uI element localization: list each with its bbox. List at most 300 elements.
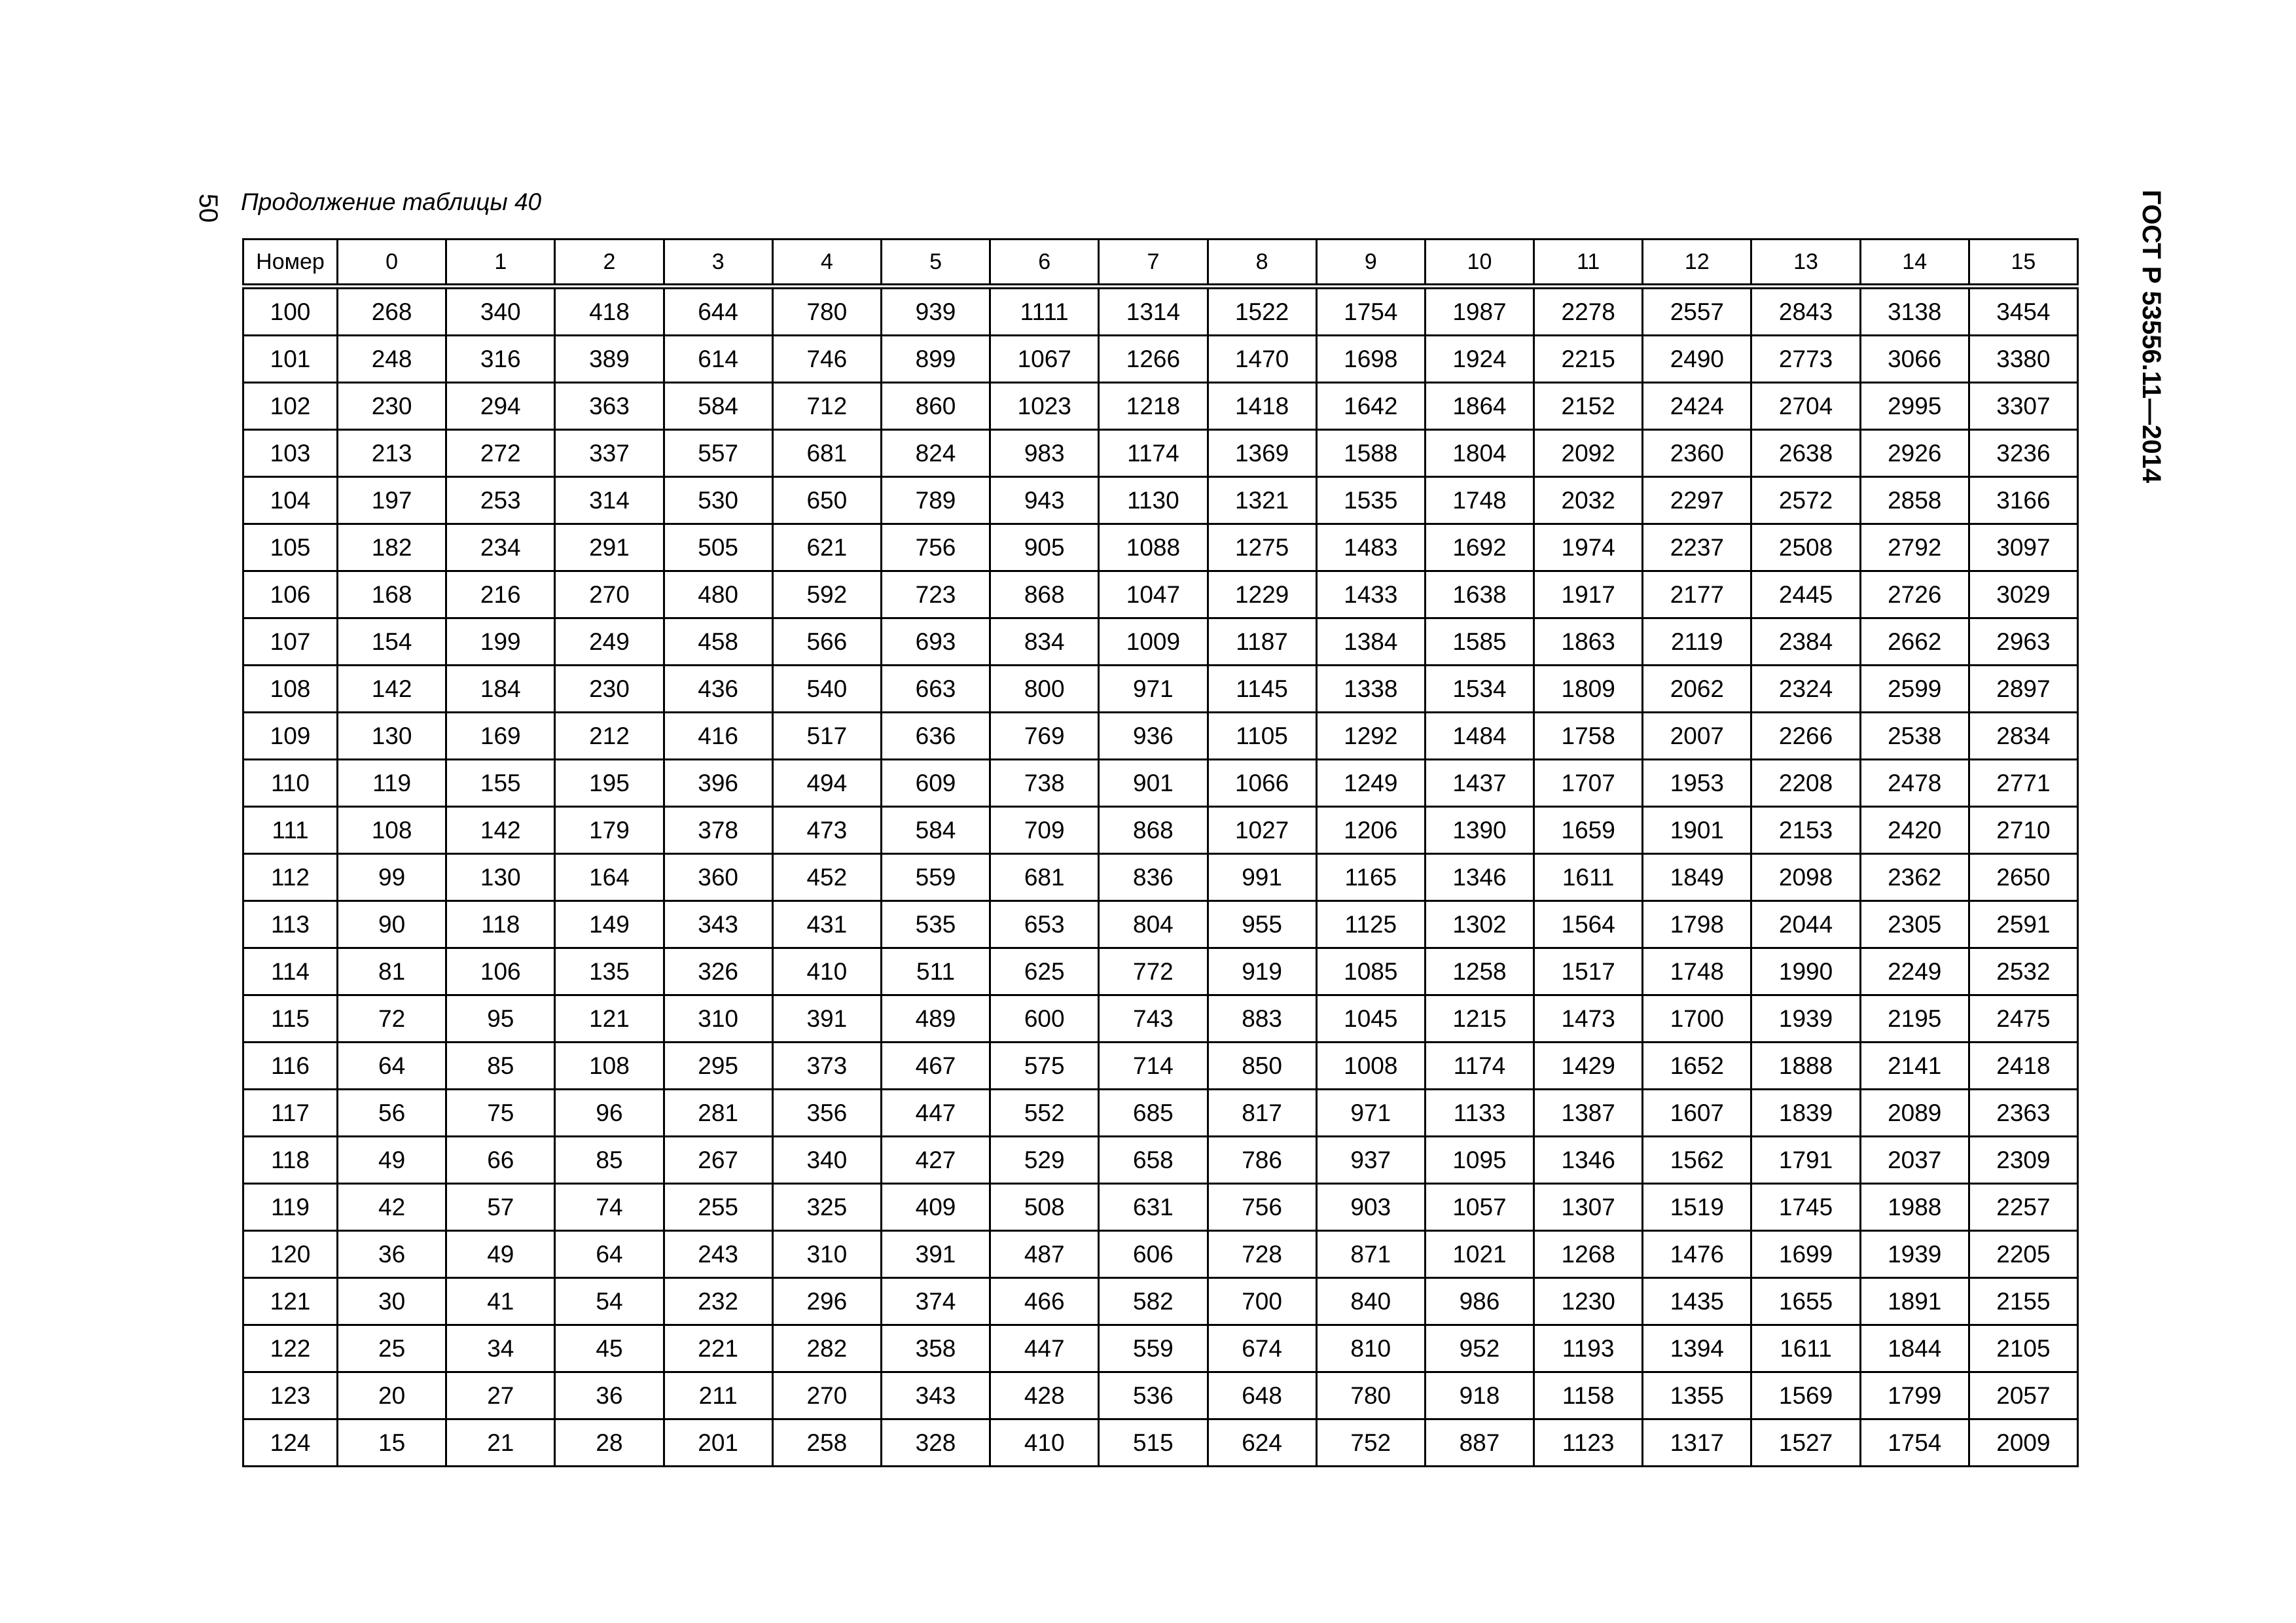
table-cell: 2309: [1969, 1137, 2077, 1184]
table-cell: 1611: [1751, 1325, 1860, 1372]
row-number-cell: 117: [243, 1090, 338, 1137]
table-cell: 557: [664, 430, 772, 477]
table-row: [243, 477, 2078, 524]
table-cell: 1433: [1316, 571, 1425, 618]
table-cell: 21: [446, 1419, 555, 1467]
table-cell: 142: [446, 807, 555, 854]
table-cell: 1754: [1860, 1419, 1969, 1467]
table-cell: 1095: [1425, 1137, 1534, 1184]
table-cell: 1798: [1643, 901, 1751, 948]
table-cell: 983: [990, 430, 1099, 477]
table-cell: 685: [1099, 1090, 1208, 1137]
table-cell: 95: [446, 995, 555, 1043]
table-cell: 99: [338, 854, 446, 901]
table-cell: 1990: [1751, 948, 1860, 995]
table-cell: 1394: [1643, 1325, 1751, 1372]
table-cell: 2362: [1860, 854, 1969, 901]
table-cell: 199: [446, 618, 555, 666]
row-number-cell: 124: [243, 1419, 338, 1467]
table-cell: 1652: [1643, 1043, 1751, 1090]
table-cell: 1105: [1208, 713, 1316, 760]
header-column: 9: [1316, 240, 1425, 287]
table-cell: 30: [338, 1278, 446, 1325]
table-cell: 212: [555, 713, 664, 760]
table-cell: 1302: [1425, 901, 1534, 948]
table-cell: 221: [664, 1325, 772, 1372]
table-cell: 489: [881, 995, 990, 1043]
table-cell: 74: [555, 1184, 664, 1231]
table-cell: 64: [338, 1043, 446, 1090]
table-cell: 1023: [990, 383, 1099, 430]
table-cell: 1745: [1751, 1184, 1860, 1231]
table-cell: 584: [664, 383, 772, 430]
table-cell: 1187: [1208, 618, 1316, 666]
header-column: 4: [772, 240, 881, 287]
row-number-cell: 121: [243, 1278, 338, 1325]
table-cell: 712: [772, 383, 881, 430]
table-cell: 3097: [1969, 524, 2077, 571]
table-cell: 952: [1425, 1325, 1534, 1372]
row-number-cell: 114: [243, 948, 338, 995]
table-cell: 295: [664, 1043, 772, 1090]
table-cell: 919: [1208, 948, 1316, 995]
table-cell: 1519: [1643, 1184, 1751, 1231]
table-cell: 883: [1208, 995, 1316, 1043]
table-cell: 119: [338, 760, 446, 807]
table-cell: 1174: [1425, 1043, 1534, 1090]
table-cell: 436: [664, 666, 772, 713]
table-cell: 467: [881, 1043, 990, 1090]
row-number-cell: 109: [243, 713, 338, 760]
table-cell: 466: [990, 1278, 1099, 1325]
table-cell: 600: [990, 995, 1099, 1043]
table-cell: 340: [446, 287, 555, 336]
table-cell: 363: [555, 383, 664, 430]
header-column: 8: [1208, 240, 1316, 287]
table-cell: 56: [338, 1090, 446, 1137]
table-cell: 90: [338, 901, 446, 948]
table-cell: 1346: [1425, 854, 1534, 901]
table-cell: 1437: [1425, 760, 1534, 807]
table-cell: 517: [772, 713, 881, 760]
table-cell: 42: [338, 1184, 446, 1231]
table-cell: 1125: [1316, 901, 1425, 948]
table-cell: 648: [1208, 1372, 1316, 1419]
table-cell: 1891: [1860, 1278, 1969, 1325]
table-cell: 1266: [1099, 336, 1208, 383]
table-cell: 3454: [1969, 287, 2077, 336]
table-cell: 2057: [1969, 1372, 2077, 1419]
table-cell: 118: [446, 901, 555, 948]
table-cell: 918: [1425, 1372, 1534, 1419]
table-cell: 552: [990, 1090, 1099, 1137]
table-cell: 2420: [1860, 807, 1969, 854]
table-cell: 2141: [1860, 1043, 1969, 1090]
table-cell: 1791: [1751, 1137, 1860, 1184]
table-cell: 636: [881, 713, 990, 760]
table-cell: 1707: [1534, 760, 1643, 807]
row-number-cell: 108: [243, 666, 338, 713]
header-column: 7: [1099, 240, 1208, 287]
table-cell: 356: [772, 1090, 881, 1137]
table-cell: 1355: [1643, 1372, 1751, 1419]
row-number-cell: 104: [243, 477, 338, 524]
table-cell: 943: [990, 477, 1099, 524]
table-cell: 743: [1099, 995, 1208, 1043]
table-cell: 272: [446, 430, 555, 477]
row-number-cell: 101: [243, 336, 338, 383]
table-cell: 786: [1208, 1137, 1316, 1184]
table-row: [243, 1325, 2078, 1372]
table-cell: 340: [772, 1137, 881, 1184]
table-cell: 2153: [1751, 807, 1860, 854]
table-cell: 294: [446, 383, 555, 430]
table-cell: 337: [555, 430, 664, 477]
table-row: [243, 1090, 2078, 1137]
table-cell: 270: [555, 571, 664, 618]
table-cell: 72: [338, 995, 446, 1043]
table-cell: 2726: [1860, 571, 1969, 618]
table-cell: 1809: [1534, 666, 1643, 713]
table-cell: 2278: [1534, 287, 1643, 336]
table-cell: 343: [881, 1372, 990, 1419]
page-number: 50: [194, 193, 223, 223]
table-row: [243, 571, 2078, 618]
document-code: ГОСТ Р 53556.11—2014: [2137, 190, 2166, 484]
table-cell: 96: [555, 1090, 664, 1137]
table-cell: 756: [881, 524, 990, 571]
table-cell: 1748: [1425, 477, 1534, 524]
table-cell: 130: [338, 713, 446, 760]
table-cell: 182: [338, 524, 446, 571]
table-cell: 1522: [1208, 287, 1316, 336]
table-cell: 1924: [1425, 336, 1534, 383]
table-cell: 1953: [1643, 760, 1751, 807]
table-cell: 3380: [1969, 336, 2077, 383]
table-cell: 1066: [1208, 760, 1316, 807]
table-cell: 971: [1316, 1090, 1425, 1137]
table-cell: 494: [772, 760, 881, 807]
table-cell: 824: [881, 430, 990, 477]
table-cell: 2062: [1643, 666, 1751, 713]
header-column: 1: [446, 240, 555, 287]
table-cell: 2152: [1534, 383, 1643, 430]
table-cell: 2897: [1969, 666, 2077, 713]
table-cell: 2771: [1969, 760, 2077, 807]
table-cell: 631: [1099, 1184, 1208, 1231]
table-row: [243, 1137, 2078, 1184]
row-number-cell: 112: [243, 854, 338, 901]
header-number: Номер: [243, 240, 338, 287]
table-cell: 1258: [1425, 948, 1534, 995]
table-cell: 36: [338, 1231, 446, 1278]
table-row: [243, 1372, 2078, 1419]
table-cell: 373: [772, 1043, 881, 1090]
table-cell: 1517: [1534, 948, 1643, 995]
table-cell: 2995: [1860, 383, 1969, 430]
table-cell: 452: [772, 854, 881, 901]
table-row: [243, 287, 2078, 336]
table-cell: 2363: [1969, 1090, 2077, 1137]
table-cell: 625: [990, 948, 1099, 995]
table-row: [243, 524, 2078, 571]
table-cell: 2704: [1751, 383, 1860, 430]
table-cell: 232: [664, 1278, 772, 1325]
table-cell: 253: [446, 477, 555, 524]
table-cell: 1864: [1425, 383, 1534, 430]
table-cell: 566: [772, 618, 881, 666]
table-cell: 409: [881, 1184, 990, 1231]
table-cell: 3236: [1969, 430, 2077, 477]
table-cell: 575: [990, 1043, 1099, 1090]
table-cell: 248: [338, 336, 446, 383]
table-caption: Продолжение таблицы 40: [241, 188, 542, 215]
table-cell: 427: [881, 1137, 990, 1184]
table-cell: 2662: [1860, 618, 1969, 666]
table-cell: 2490: [1643, 336, 1751, 383]
table-cell: 1130: [1099, 477, 1208, 524]
table-cell: 769: [990, 713, 1099, 760]
header-column: 14: [1860, 240, 1969, 287]
table-cell: 728: [1208, 1231, 1316, 1278]
table-cell: 2424: [1643, 383, 1751, 430]
table-cell: 1215: [1425, 995, 1534, 1043]
table-cell: 1067: [990, 336, 1099, 383]
table-cell: 1700: [1643, 995, 1751, 1043]
table-cell: 887: [1425, 1419, 1534, 1467]
table-cell: 1047: [1099, 571, 1208, 618]
table-cell: 27: [446, 1372, 555, 1419]
table-cell: 505: [664, 524, 772, 571]
table-cell: 971: [1099, 666, 1208, 713]
table-cell: 1534: [1425, 666, 1534, 713]
table-cell: 3307: [1969, 383, 2077, 430]
table-cell: 1045: [1316, 995, 1425, 1043]
table-cell: 674: [1208, 1325, 1316, 1372]
table-cell: 378: [664, 807, 772, 854]
table-cell: 296: [772, 1278, 881, 1325]
row-number-cell: 120: [243, 1231, 338, 1278]
table-cell: 2249: [1860, 948, 1969, 995]
table-cell: 2009: [1969, 1419, 2077, 1467]
table-cell: 164: [555, 854, 664, 901]
table-cell: 316: [446, 336, 555, 383]
table-cell: 1638: [1425, 571, 1534, 618]
table-cell: 1088: [1099, 524, 1208, 571]
table-row: [243, 948, 2078, 995]
table-row: [243, 1231, 2078, 1278]
table-row: [243, 618, 2078, 666]
table-cell: 487: [990, 1231, 1099, 1278]
table-cell: 1569: [1751, 1372, 1860, 1419]
table-cell: 1384: [1316, 618, 1425, 666]
table-cell: 184: [446, 666, 555, 713]
table-cell: 905: [990, 524, 1099, 571]
row-number-cell: 123: [243, 1372, 338, 1419]
table-cell: 2297: [1643, 477, 1751, 524]
table-cell: 1804: [1425, 430, 1534, 477]
row-number-cell: 122: [243, 1325, 338, 1372]
table-cell: 2089: [1860, 1090, 1969, 1137]
table-cell: 195: [555, 760, 664, 807]
table-cell: 614: [664, 336, 772, 383]
table-cell: 389: [555, 336, 664, 383]
table-cell: 428: [990, 1372, 1099, 1419]
table-cell: 1659: [1534, 807, 1643, 854]
table-cell: 480: [664, 571, 772, 618]
table-cell: 1839: [1751, 1090, 1860, 1137]
table-cell: 592: [772, 571, 881, 618]
table-cell: 868: [990, 571, 1099, 618]
row-number-cell: 107: [243, 618, 338, 666]
table-cell: 447: [881, 1090, 990, 1137]
table-cell: 1527: [1751, 1419, 1860, 1467]
header-column: 13: [1751, 240, 1860, 287]
table-cell: 25: [338, 1325, 446, 1372]
table-cell: 663: [881, 666, 990, 713]
table-cell: 2926: [1860, 430, 1969, 477]
table-cell: 2650: [1969, 854, 2077, 901]
table-cell: 609: [881, 760, 990, 807]
table-cell: 2205: [1969, 1231, 2077, 1278]
table-cell: 1863: [1534, 618, 1643, 666]
row-number-cell: 100: [243, 287, 338, 336]
table-cell: 772: [1099, 948, 1208, 995]
table-cell: 1917: [1534, 571, 1643, 618]
table-cell: 85: [555, 1137, 664, 1184]
table-cell: 291: [555, 524, 664, 571]
table-cell: 1174: [1099, 430, 1208, 477]
table-cell: 836: [1099, 854, 1208, 901]
table-cell: 1987: [1425, 287, 1534, 336]
table-row: [243, 336, 2078, 383]
table-cell: 149: [555, 901, 664, 948]
table-cell: 2591: [1969, 901, 2077, 948]
table-cell: 64: [555, 1231, 664, 1278]
table-cell: 270: [772, 1372, 881, 1419]
table-row: [243, 807, 2078, 854]
table-cell: 939: [881, 287, 990, 336]
table-cell: 1111: [990, 287, 1099, 336]
table-cell: 606: [1099, 1231, 1208, 1278]
table-cell: 169: [446, 713, 555, 760]
table-row: [243, 1043, 2078, 1090]
table-cell: 681: [990, 854, 1099, 901]
table-cell: 2119: [1643, 618, 1751, 666]
table-cell: 1027: [1208, 807, 1316, 854]
table-cell: 535: [881, 901, 990, 948]
table-row: [243, 1184, 2078, 1231]
table-cell: 268: [338, 287, 446, 336]
table-cell: 326: [664, 948, 772, 995]
row-number-cell: 102: [243, 383, 338, 430]
table-cell: 135: [555, 948, 664, 995]
table-cell: 418: [555, 287, 664, 336]
header-column: 5: [881, 240, 990, 287]
header-row: [243, 240, 2078, 287]
table-cell: 358: [881, 1325, 990, 1372]
table-cell: 2792: [1860, 524, 1969, 571]
table-row: [243, 760, 2078, 807]
table-cell: 1483: [1316, 524, 1425, 571]
table-row: [243, 901, 2078, 948]
table-cell: 1346: [1534, 1137, 1643, 1184]
table-cell: 1123: [1534, 1419, 1643, 1467]
row-number-cell: 116: [243, 1043, 338, 1090]
table-cell: 28: [555, 1419, 664, 1467]
table-cell: 1218: [1099, 383, 1208, 430]
table-cell: 644: [664, 287, 772, 336]
table-cell: 2037: [1860, 1137, 1969, 1184]
table-cell: 2773: [1751, 336, 1860, 383]
table-cell: 1585: [1425, 618, 1534, 666]
table-cell: 1901: [1643, 807, 1751, 854]
table-cell: 1057: [1425, 1184, 1534, 1231]
header-column: 12: [1643, 240, 1751, 287]
table-cell: 559: [881, 854, 990, 901]
table-cell: 360: [664, 854, 772, 901]
table-cell: 1158: [1534, 1372, 1643, 1419]
table-cell: 416: [664, 713, 772, 760]
table-cell: 756: [1208, 1184, 1316, 1231]
table-cell: 197: [338, 477, 446, 524]
table-cell: 54: [555, 1278, 664, 1325]
table-cell: 1748: [1643, 948, 1751, 995]
table-cell: 201: [664, 1419, 772, 1467]
table-cell: 431: [772, 901, 881, 948]
table-cell: 1476: [1643, 1231, 1751, 1278]
table-cell: 243: [664, 1231, 772, 1278]
data-table: [242, 238, 2079, 1467]
header-column: 6: [990, 240, 1099, 287]
table-cell: 34: [446, 1325, 555, 1372]
table-cell: 1230: [1534, 1278, 1643, 1325]
row-number-cell: 105: [243, 524, 338, 571]
table-row: [243, 1419, 2078, 1467]
table-cell: 2305: [1860, 901, 1969, 948]
table-cell: 1193: [1534, 1325, 1643, 1372]
table-cell: 991: [1208, 854, 1316, 901]
table-cell: 2599: [1860, 666, 1969, 713]
table-cell: 410: [990, 1419, 1099, 1467]
table-cell: 410: [772, 948, 881, 995]
header-column: 3: [664, 240, 772, 287]
table-cell: 2384: [1751, 618, 1860, 666]
table-cell: 3166: [1969, 477, 2077, 524]
table-cell: 211: [664, 1372, 772, 1419]
table-cell: 3066: [1860, 336, 1969, 383]
table-cell: 213: [338, 430, 446, 477]
table-cell: 473: [772, 807, 881, 854]
row-number-cell: 111: [243, 807, 338, 854]
table-cell: 310: [664, 995, 772, 1043]
table-cell: 709: [990, 807, 1099, 854]
table-cell: 584: [881, 807, 990, 854]
table-cell: 142: [338, 666, 446, 713]
row-number-cell: 106: [243, 571, 338, 618]
table-cell: 810: [1316, 1325, 1425, 1372]
table-cell: 1229: [1208, 571, 1316, 618]
table-cell: 1435: [1643, 1278, 1751, 1325]
table-cell: 621: [772, 524, 881, 571]
table-cell: 1642: [1316, 383, 1425, 430]
table-cell: 752: [1316, 1419, 1425, 1467]
table-cell: 1009: [1099, 618, 1208, 666]
table-header: [243, 240, 2078, 287]
table-cell: 986: [1425, 1278, 1534, 1325]
table-cell: 860: [881, 383, 990, 430]
table-cell: 1008: [1316, 1043, 1425, 1090]
